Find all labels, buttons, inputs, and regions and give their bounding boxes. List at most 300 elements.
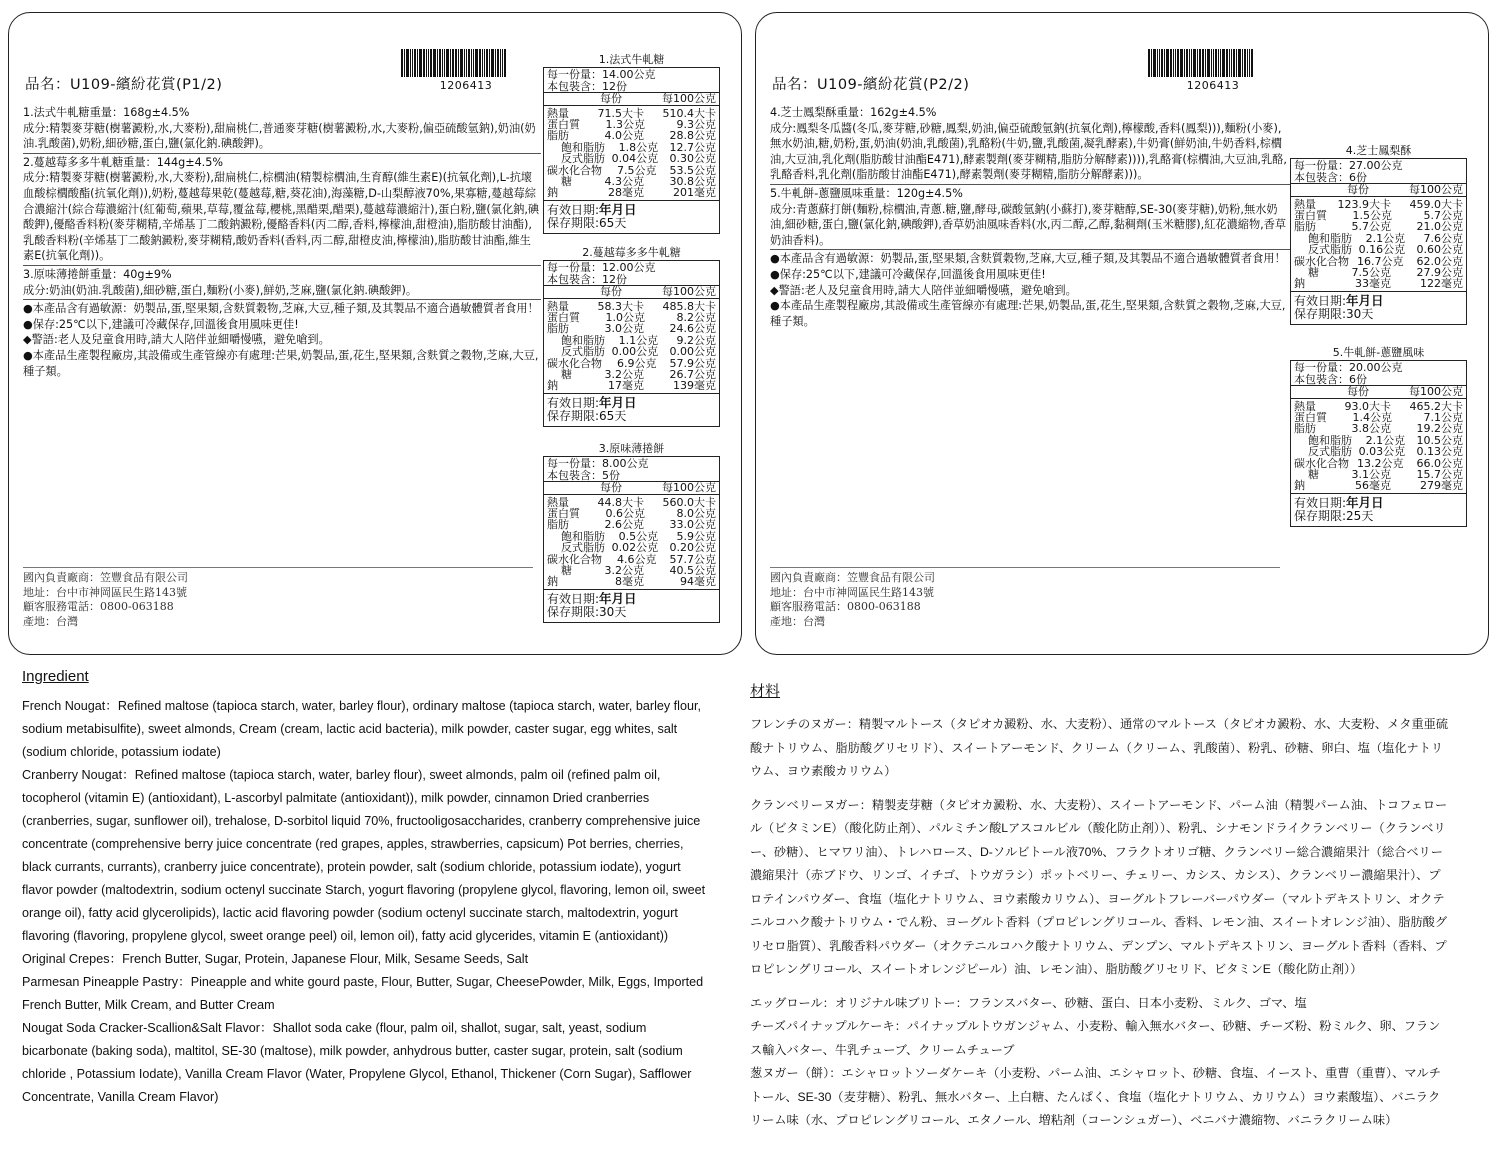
nutrient-name: 糖 [561,174,572,188]
nutrient-per-100g: 10.5公克 [1416,433,1463,447]
english-para-french-nougat: French Nougat：Refined maltose (tapioca starch, water, barley flour), ordinary maltose (tapioca starch, water, barley flour, sodium metabisulfite), sweet almonds, Cream (cream, lactic acid bacteria), milk powder, caster sugar, egg whites, salt (sodium chloride, potassium iodate) [22,699,701,759]
barcode-bars [401,49,531,77]
expiry-value: 年月日 [599,201,637,217]
barcode-bar [1153,49,1156,77]
serving-info [544,68,719,93]
ingredient-title: 5.牛軋餅-蔥鹽風味重量：120g±4.5% [770,186,963,200]
nutrient-name: 熱量 [547,299,569,313]
nutrient-name: 脂肪 [1294,422,1316,436]
shelf-life: 保存期限:30天 [1294,307,1374,322]
nutrient-per-100g: 139毫克 [673,379,716,393]
nutrient-per-100g: 7.6公克 [1423,231,1463,245]
barcode-bar [473,49,474,77]
importer-info [23,567,533,629]
nutrition-rows [1291,197,1466,292]
nutrient-per-100g: 9.3公克 [676,117,716,131]
nutrition-row [547,542,716,553]
nutrient-name: 糖 [561,367,572,381]
nutrition-header [544,286,719,299]
nutrient-per-serving: 0.03公克 [1358,445,1406,459]
nutrition-row [1294,480,1463,491]
barcode-bar [412,49,413,77]
english-para-nougat-cracker: Nougat Soda Cracker-Scallion&Salt Flavor：Shallot soda cake (flour, palm oil, shallot, sugar, salt, yeast, sodium bicarbonate (baking soda), maltitol, SE-30 (maltose), milk powder, anhydrous butter, caster sugar, protein, salt (sodium chloride , Potassium Iodate), Vanilla Cream Flavor (Water, Propylene Glycol, Ethanol, Thickener (Corn Sugar), Safflower Concentrate, Vanilla Cream Flavor) [22,1021,692,1104]
barcode-bar [1191,49,1192,77]
nutrition-row [547,323,716,334]
barcode-bar [433,49,436,77]
serving-size: 每一份量：27.00公克 [1294,159,1403,172]
servings-per-pack: 本包裝含：12份 [547,79,627,93]
nutrient-per-100g: 279毫克 [1420,479,1463,493]
nutrition-table-cranberry-nougat [543,246,720,427]
nutrient-name: 飽和脂肪 [1308,433,1352,447]
nutrient-name: 飽和脂肪 [561,529,605,543]
barcode-bar [502,49,503,77]
col-per-100g: 每100公克 [662,481,716,494]
barcode-bar [428,49,429,77]
barcode-bar [419,49,422,77]
barcode-bar [417,49,418,77]
nutrient-per-100g: 40.5公克 [669,563,716,577]
english-para-original-crepes: Original Crepes：French Butter, Sugar, Protein, Japanese Flour, Milk, Sesame Seeds, Salt [22,952,529,966]
nutrition-table-original-crepes [543,442,720,623]
nutrition-rows [1291,399,1466,494]
barcode-bar [401,49,403,77]
nutrient-name: 反式脂肪 [1308,243,1352,257]
ingredient-title: 1.法式牛軋糖重量：168g±4.5% [23,106,190,119]
col-per-serving: 每份 [600,285,622,298]
barcode-bar [1233,49,1235,77]
ingredient-title: 3.原味薄捲餅重量：40g±9% [23,267,172,281]
nutrient-per-100g: 201毫克 [673,186,716,200]
nutrient-name: 熱量 [547,495,569,509]
nutrition-row [547,153,716,164]
english-title: Ingredient [22,668,89,685]
barcode-bar [1175,49,1176,77]
nutrient-name: 熱量 [1294,399,1316,413]
nutrient-per-serving: 0.02公克 [611,541,659,555]
nutrient-per-serving: 3.2公克 [604,563,644,577]
col-per-100g: 每100公克 [662,285,716,298]
nutrient-per-serving: 1.4公克 [1352,410,1393,424]
nutrient-per-100g: 33.0公克 [669,518,716,532]
col-per-100g: 每100公克 [1409,385,1463,398]
barcode-bar [500,49,501,77]
nutrient-per-100g: 26.7公克 [669,367,716,381]
barcode-bar [1205,49,1206,77]
nutrition-box [1290,158,1467,325]
importer-origin: 產地：台灣 [23,614,78,628]
barcode-bar [460,49,463,77]
barcode-bar [1242,49,1243,77]
barcode-bar [1222,49,1225,77]
nutrition-row [547,130,716,141]
ingredient-title: 2.蔓越莓多多牛軋糖重量：144g±4.5% [23,155,223,169]
nutrient-per-100g: 19.2公克 [1416,422,1463,436]
nutrient-per-serving: 93.0大卡 [1344,399,1391,413]
nutrition-rows [544,299,719,394]
product-name: 品名：U109-繽紛花賞(P1/2) [25,77,223,93]
col-per-serving: 每份 [600,481,622,494]
barcode-bar [1186,49,1188,77]
nutrient-per-100g: 0.30公克 [669,152,716,166]
nutrient-per-100g: 0.00公克 [669,345,716,359]
english-ingredients [22,668,712,1109]
nutrient-per-serving: 123.9大卡 [1337,197,1391,211]
allergen-note: ●本產品含有過敏源：奶製品,蛋,堅果類,含麩質穀物,芝麻,大豆,種子類,及其製品不適合過敏體質者食用！ [23,302,539,316]
nutrient-per-serving: 0.5公克 [618,529,659,543]
nutrition-row [1294,278,1463,289]
nutrition-title: 3.原味薄捲餅 [598,442,665,455]
ingredient-block [770,186,1290,250]
english-para-pineapple-pastry: Parmesan Pineapple Pastry：Pineapple and white gourd paste, Flour, Butter, Sugar, CheesePowder, Milk, Eggs, Imported French Butter, Milk Cream, and Butter Cream [22,975,704,1012]
barcode-bar [1244,49,1246,77]
nutrient-name: 碳水化合物 [547,552,602,566]
barcode-bar [1220,49,1221,77]
nutrient-per-100g: 53.5公克 [669,163,716,177]
expiry-value: 年月日 [1346,292,1384,308]
barcode-bar [1173,49,1174,77]
nutrition-table-french-nougat [543,53,720,234]
shelf-life: 保存期限:65天 [547,409,627,424]
barcode-bar [1159,49,1160,77]
label-card-p2 [755,12,1489,655]
nutrient-name: 鈉 [1294,277,1305,291]
nutrient-per-serving: 16.7公克 [1357,254,1404,268]
nutrient-per-serving: 4.0公克 [604,129,644,143]
expiry-info [544,590,719,622]
nutrient-per-serving: 5.7公克 [1351,220,1391,234]
barcode-bar [1199,49,1201,77]
expiry-info [1291,292,1466,324]
barcode-bar [442,49,443,77]
nutrient-per-100g: 28.8公克 [669,129,716,143]
barcode-number: 1206413 [1186,79,1240,92]
nutrient-per-100g: 5.9公克 [676,529,716,543]
barcode-bar [404,49,405,77]
ingredient-list: 成分:精製麥芽糖(樹薯澱粉,水,大麥粉),甜扁桃仁,普通麥芽糖(樹薯澱粉,水,大麥粉,偏亞硫酸氫鈉),奶油(奶油.乳酸菌),奶粉,細砂糖,蛋白,鹽(氯化鈉.碘酸鉀)。 [23,121,536,151]
storage-note: ●保存:25℃以下,建議可冷藏保存,回溫後食用風味更佳! [770,267,1046,281]
nutrient-per-100g: 0.13公克 [1416,445,1463,459]
serving-info [544,261,719,286]
nutrient-name: 蛋白質 [1294,208,1327,222]
barcode-bar [1226,49,1228,77]
nutrition-row [547,187,716,198]
barcode-bars [1148,49,1278,77]
allergen-note: ●本產品含有過敏源：奶製品,蛋,堅果類,含麩質穀物,芝麻,大豆,種子類,及其製品不適合過敏體質者食用！ [770,252,1286,266]
nutrient-per-100g: 30.8公克 [669,174,716,188]
importer-info [770,567,1280,629]
english-para-cranberry-nougat: Cranberry Nougat：Refined maltose (tapioca starch, water, barley flour), sweet almonds, palm oil (refined palm oil, tocopherol (vitamin E) (antioxidant), L-ascorbyl palmitate (antioxidant)), milk powder, cinnamon Dried cranberries (cranberries, sugar, sunflower oil), trehalose, D-sorbitol liquid 70%, fructooligosaccharides, cranberry comprehensive juice concentrate (comprehensive berry juice concentrate (red grapes, apples, strawberries, capsicum) Pot berries, cherries, black currants, currants), cranberry juice concentrate), protein powder, salt (sodium chloride, potassium iodate), yogurt flavor powder (maltodextrin, sodium octenyl succinate Starch, yogurt flavoring (propylene glycol, flavoring, lemon oil, sweet orange oil), fatty acid glycerolipids), lactic acid flavoring powder (sodium octenyl succinate starch, maltodextrin, yogurt flavoring (flavoring, propylene glycol, sweet orange peel) oil, lemon oil), fatty acid glycerides, vitamin E (antioxidant)) [22,768,706,943]
nutrient-per-serving: 1.8公克 [618,140,659,154]
nutrient-name: 鈉 [1294,479,1305,493]
nutrient-per-serving: 1.0公克 [605,310,646,324]
ingredient-block [23,105,541,154]
barcode-bar [1193,49,1196,77]
nutrient-per-100g: 485.8大卡 [662,299,716,313]
nutrition-header [1291,386,1466,399]
barcode-bar [437,49,438,77]
nutrition-title: 2.蔓越莓多多牛軋糖 [582,246,681,259]
nutrient-name: 蛋白質 [1294,410,1327,424]
barcode-bar [1157,49,1158,77]
nutrient-name: 飽和脂肪 [561,333,605,347]
barcode-bar [1170,49,1172,77]
nutrition-row [547,346,716,357]
expiry-info [1291,494,1466,526]
barcode-bar [406,49,409,77]
barcode-bar [1189,49,1190,77]
nutrient-name: 熱量 [1294,197,1316,211]
barcode-bar [471,49,472,77]
nutrition-box [543,67,720,234]
barcode [1148,49,1278,92]
nutrient-per-100g: 459.0大卡 [1409,197,1463,211]
nutrient-per-serving: 0.04公克 [611,152,659,166]
japanese-para-nougat-cracker: 葱ヌガー（餅）：エシャロットソーダケーキ（小麦粉、パーム油、エシャロット、砂糖、食塩、イースト、重曹（重曹）、マルチトール、SE-30（麦芽糖）、粉乳、無水バター、上白糖、たんぱく、食塩（塩化ナトリウム、カリウム）ヨウ素酸塩）、バニラクリーム味（水、プロピレングリコール、エタノール、増粘剤（コーンシュガー）、ベニバナ濃縮物、バニラクリーム味） [750,1066,1441,1127]
barcode-bar [1218,49,1219,77]
nutrition-header [544,93,719,106]
nutrient-name: 飽和脂肪 [1308,231,1352,245]
nutrient-name: 鈉 [547,379,558,393]
warning-note: ◆警語:老人及兒童食用時,請大人陪伴並細嚼慢嚥，避免嗆到。 [23,333,330,347]
nutrient-per-serving: 33毫克 [1355,277,1391,291]
nutrient-per-100g: 510.4大卡 [662,106,716,120]
ingredient-block [23,267,541,300]
nutrient-per-serving: 28毫克 [608,186,644,200]
barcode-bar [452,49,454,77]
barcode-bar [484,49,485,77]
nutrient-per-100g: 560.0大卡 [662,495,716,509]
nutrient-per-serving: 3.1公克 [1351,467,1391,481]
expiry-value: 年月日 [1346,494,1384,510]
barcode-bar [1215,49,1217,77]
nutrient-name: 飽和脂肪 [561,140,605,154]
importer-phone: 顧客服務電話：0800-063188 [23,600,174,613]
serving-size: 每一份量：12.00公克 [547,261,656,274]
barcode-bar [491,49,494,77]
nutrition-row [547,380,716,391]
nutrient-per-serving: 7.5公克 [1351,265,1391,279]
barcode-bar [1180,49,1183,77]
nutrient-per-serving: 58.3大卡 [597,299,644,313]
nutrient-per-serving: 56毫克 [1355,479,1391,493]
barcode-bar [1184,49,1185,77]
ingredient-list: 成分:青蔥蘇打餅(麵粉,棕櫚油,青蔥.糖,鹽,酵母,碳酸氫鈉(小蘇打),麥芽糖醇,SE-30(麥芽糖),奶粉,無水奶油,細砂糖,蛋白,鹽(氯化鈉,碘酸鉀),香草奶油風味香料(水,丙二醇,乙醇,黏稠劑(玉米糖膠),紅花濃縮物,香草奶油香料)。 [770,202,1287,247]
nutrition-rows [544,495,719,590]
col-per-serving: 每份 [600,92,622,105]
barcode-bar [439,49,441,77]
nutrient-per-100g: 122毫克 [1420,277,1463,291]
barcode-bar [1231,49,1232,77]
nutrition-row [1294,446,1463,457]
barcode-bar [1161,49,1163,77]
nutrient-per-100g: 57.7公克 [669,552,716,566]
nutrient-per-100g: 0.60公克 [1416,243,1463,257]
nutrient-name: 脂肪 [547,129,569,143]
nutrient-per-serving: 2.1公克 [1365,231,1406,245]
serving-info [1291,159,1466,184]
nutrition-row [1294,244,1463,255]
expiry-label: 有效日期: [1294,293,1347,308]
nutrient-per-serving: 6.9公克 [617,356,657,370]
expiry-label: 有效日期: [547,202,600,217]
importer-company: 國內負責廠商：笠豐食品有限公司 [770,571,935,584]
nutrition-title: 1.法式牛軋糖 [598,53,665,66]
expiry-info [544,201,719,233]
nutrient-per-100g: 66.0公克 [1416,456,1463,470]
ingredient-title: 4.芝士鳳梨酥重量：162g±4.5% [770,106,937,119]
ingredient-list: 成分:精製麥芽糖(樹薯澱粉,水,大麥粉),甜扁桃仁,棕櫚油(精製棕櫚油,生育醇(維生素E)(抗氧化劑),L-抗壞血酸棕櫚酸酯(抗氧化劑)),奶粉,蔓越莓果乾(蔓越莓,糖,葵花油),海藻糖,D-山梨醇液70%,果寡糖,蔓越莓綜合濃縮汁(綜合莓濃縮汁(紅葡萄,蘋果,草莓,覆盆莓,櫻桃,黑醋栗,醋栗),蔓越莓濃縮汁),蛋白粉,鹽(氯化鈉,碘酸鉀),優酪香料粉(麥芽糊精,辛烯基丁二酸鈉澱粉,優酪香料(丙二醇,香料,檸檬油,甜橙油),脂肪酸甘油酯),乳酸香料粉(辛烯基丁二酸鈉澱粉,麥芽糊精,酸奶香料(香料,丙二醇,甜橙皮油,檸檬油),脂肪酸甘油酯,維生素E(抗氧化劑))。 [23,171,540,263]
nutrient-per-100g: 9.2公克 [676,333,716,347]
nutrient-per-serving: 8毫克 [615,575,644,589]
barcode-bar [486,49,488,77]
barcode-bar [475,49,478,77]
nutrition-rows [544,106,719,201]
nutrient-per-100g: 21.0公克 [1416,220,1463,234]
nutrition-box [1290,360,1467,527]
serving-info [544,457,719,482]
col-per-serving: 每份 [1347,385,1369,398]
nutrient-name: 碳水化合物 [1294,254,1349,268]
ingredient-text [770,105,1290,329]
nutrient-per-100g: 8.2公克 [676,310,716,324]
ingredient-list: 成分:奶油(奶油.乳酸菌),細砂糖,蛋白,麵粉(小麥),鮮奶,芝麻,鹽(氯化鈉.碘酸鉀)。 [23,283,418,297]
importer-phone: 顧客服務電話：0800-063188 [770,600,921,613]
ingredient-list: 成分:鳳梨冬瓜醬(冬瓜,麥芽糖,砂糖,鳳梨,奶油,偏亞硫酸氫鈉(抗氧化劑),檸檬酸,香料(鳳梨))),麵粉(小麥),無水奶油,糖,奶粉,蛋,奶油(奶油,乳酸菌),乳酪粉(牛奶,鹽,乳酸菌,凝乳酵素),牛奶膏(鮮奶油,牛奶香料,棕櫚油,大豆油,乳化劑(脂肪酸甘油酯E471),酵素製劑(麥芽糊精,脂肪分解酵素)))),乳酪膏(棕櫚油,大豆油,乳酪,乳酪香料,乳化劑(脂肪酸甘油酯E471),酵素製劑(麥芽糊精,脂肪分解酵素)))。 [770,121,1287,182]
barcode-bar [1177,49,1179,77]
nutrient-per-100g: 94毫克 [680,575,716,589]
barcode-bar [1247,49,1248,77]
nutrient-name: 糖 [1308,265,1319,279]
nutrient-per-serving: 3.2公克 [604,367,644,381]
japanese-para-pineapple-cake: チーズパイナップルケーキ：パイナップルトウガンジャム、小麦粉、輸入無水バター、砂糖、チーズ粉、粉ミルク、卵、フランス輸入バター、牛乳チューブ、クリームチューブ [750,1019,1441,1057]
nutrient-name: 糖 [1308,467,1319,481]
ingredient-block [770,105,1290,185]
nutrient-per-serving: 3.0公克 [604,322,644,336]
servings-per-pack: 本包裝含：5份 [547,468,620,482]
nutrient-per-serving: 44.8大卡 [597,495,644,509]
barcode-bar [468,49,470,77]
nutrient-per-serving: 13.2公克 [1357,456,1404,470]
barcode-bar [497,49,499,77]
col-per-100g: 每100公克 [662,92,716,105]
nutrient-per-serving: 0.16公克 [1358,243,1406,257]
servings-per-pack: 本包裝含：6份 [1294,170,1367,184]
nutrition-box [543,260,720,427]
barcode-bar [482,49,483,77]
nutrient-per-serving: 71.5大卡 [597,106,644,120]
nutrient-per-100g: 62.0公克 [1416,254,1463,268]
nutrition-table-pineapple-pastry [1290,144,1467,325]
shelf-life: 保存期限:25天 [1294,509,1374,524]
importer-origin: 產地：台灣 [770,614,825,628]
ingredient-block [23,155,541,266]
nutrient-per-100g: 12.7公克 [669,140,716,154]
barcode-bar [1151,49,1152,77]
nutrient-per-100g: 7.1公克 [1423,410,1463,424]
barcode-number: 1206413 [439,79,493,92]
nutrient-name: 蛋白質 [547,506,580,520]
nutrition-row [547,519,716,530]
nutrient-name: 碳水化合物 [547,356,602,370]
nutrient-name: 熱量 [547,106,569,120]
nutrient-per-serving: 0.00公克 [611,345,659,359]
nutrient-name: 脂肪 [1294,220,1316,234]
nutrient-per-serving: 2.1公克 [1365,433,1406,447]
barcode-bar [446,49,449,77]
nutrient-per-100g: 0.20公克 [669,541,716,555]
barcode-bar [1166,49,1169,77]
barcode-bar [1213,49,1214,77]
shelf-life: 保存期限:65天 [547,216,627,231]
barcode-bar [450,49,451,77]
expiry-value: 年月日 [599,590,637,606]
barcode-bar [458,49,459,77]
ingredient-text [23,105,541,379]
barcode-bar [410,49,411,77]
nutrient-name: 碳水化合物 [547,163,602,177]
barcode-bar [1238,49,1241,77]
nutrient-per-serving: 4.3公克 [604,174,644,188]
nutrient-name: 鈉 [547,186,558,200]
barcode-bar [426,49,427,77]
nutrient-name: 反式脂肪 [561,345,605,359]
barcode-bar [504,49,506,77]
nutrient-per-100g: 24.6公克 [669,322,716,336]
warning-note: ◆警語:老人及兒童食用時,請大人陪伴並細嚼慢嚥，避免嗆到。 [770,283,1077,297]
barcode-bar [495,49,496,77]
barcode-bar [1236,49,1237,77]
japanese-para-egg-roll: エッグロール：オリジナル味ブリトー：フランスバター、砂糖、蛋白、日本小麦粉、ミルク、ゴマ、塩 [750,995,1307,1010]
servings-per-pack: 本包裝含：12份 [547,272,627,286]
barcode-bar [1251,49,1253,77]
expiry-label: 有效日期: [547,591,600,606]
importer-company: 國內負責廠商：笠豐食品有限公司 [23,571,188,584]
nutrition-title: 5.牛軋餅-蔥鹽風味 [1332,346,1425,359]
expiry-label: 有效日期: [1294,495,1347,510]
barcode-bar [414,49,416,77]
nutrient-name: 反式脂肪 [1308,445,1352,459]
nutrition-box [543,456,720,623]
japanese-ingredients [750,680,1450,1143]
nutrient-per-100g: 57.9公克 [669,356,716,370]
facility-note: ●本產品生產製程廠房,其設備或生產管線亦有處理:芒果,奶製品,蛋,花生,堅果類,含麩質之穀物,芝麻,大豆,種子類。 [23,348,539,378]
nutrient-name: 鈉 [547,575,558,589]
barcode-bar [444,49,445,77]
barcode-bar [1202,49,1204,77]
barcode-bar [1229,49,1230,77]
nutrition-row [1294,221,1463,232]
nutrient-per-100g: 27.9公克 [1416,265,1463,279]
nutrient-name: 反式脂肪 [561,541,605,555]
storage-note: ●保存:25℃以下,建議可冷藏保存,回溫後食用風味更佳! [23,317,299,331]
nutrient-per-serving: 7.5公克 [617,163,657,177]
nutrition-header [544,482,719,495]
nutrient-per-serving: 1.3公克 [605,117,646,131]
facility-note: ●本產品生產製程廠房,其設備或生產管線亦有處理:芒果,奶製品,蛋,花生,堅果類,含麩質之穀物,芝麻,大豆,種子類。 [770,299,1286,328]
shelf-life: 保存期限:30天 [547,605,627,620]
barcode-bar [1207,49,1210,77]
serving-size: 每一份量：20.00公克 [1294,361,1403,374]
col-per-100g: 每100公克 [1409,183,1463,196]
barcode-bar [423,49,425,77]
nutrient-name: 反式脂肪 [561,152,605,166]
nutrient-per-serving: 0.6公克 [605,506,646,520]
nutrition-title: 4.芝士鳳梨酥 [1345,144,1412,157]
japanese-para-french-nougat: フレンチのヌガー：精製マルトース（タピオカ澱粉、水、大麦粉）、通常のマルトース（タピオカ澱粉、水、大麦粉、メタ重亜硫酸ナトリウム、脂肪酸グリセリド）、スイートアーモンド、クリーム（クリーム、乳酸菌）、粉乳、砂糖、卵白、塩（塩化ナトリウム、ヨウ素酸カリウム） [750,717,1449,778]
nutrition-row [1294,423,1463,434]
barcode-bar [430,49,432,77]
